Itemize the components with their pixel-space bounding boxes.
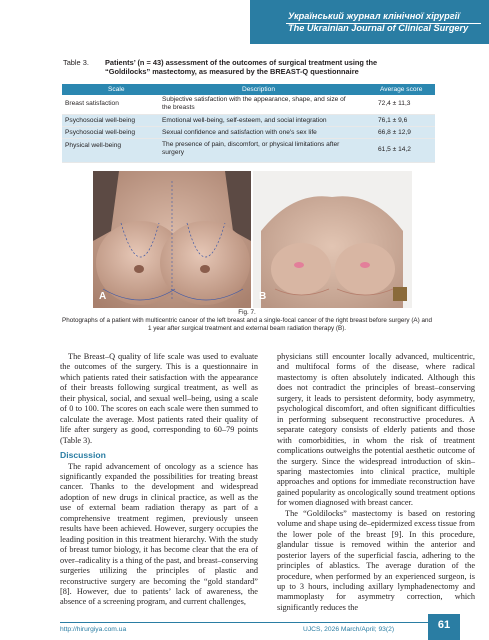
right-text-column — [277, 352, 475, 613]
cell-description: Subjective satisfaction with the appearance, shape, and size of the breasts — [162, 96, 346, 111]
cell-description: Emotional well-being, self-esteem, and social integration — [162, 117, 327, 124]
journal-title-en: The Ukrainian Journal of Clinical Surgery — [288, 23, 469, 33]
outcomes-table — [62, 84, 435, 163]
cell-description: Sexual confidence and satisfaction with one's sex life — [162, 129, 317, 136]
page-number: 61 — [437, 619, 451, 631]
footer-citation: UJCS, 2026 March/April; 93(2) — [303, 626, 395, 633]
figure-caption — [62, 309, 432, 334]
paragraph: The “Goldilocks” mastectomy is based on restoring volume and shape using de–epidermized excess tissue from the lower pole of the breast [9]. In this procedure, glandular tissue is removed within the anterior and posterior layers of the superficial fascia, adhering to the principles of ablastics. The average duration of the procedure, when performed by an experienced surgeon, is up to 3 hours, including axillary lymphadenectomy and mammoplasty for asymmetry correction, which significantly reduces the — [277, 508, 475, 612]
paragraph: The rapid advancement of oncology as a science has significantly expanded the possibilities for treating breast cancer. Thanks to the development and widespread adoption of new drugs in clinical practice, as well as the use of external beam radiation therapy as part of a comprehensive treatment regimen, previously unseen results have been achieved. However, surgery occupies the leading position in this treatment hierarchy. With the study of breast tumor biology, it has become clear that the era of over–radicality is a thing of the past, and breast–conserving surgeries utilizing the principles of plastic and reconstructive surgery are becoming the “gold standard” [8]. However, due to patients’ lack of awareness, the absence of a screening program, and current challenges, — [60, 461, 258, 607]
paragraph: physicians still encounter locally advanced, multicentric, and multifocal forms of the disease, where radical mastectomy is often absolutely indicated. Although this does not contradict the principles of breast–conserving surgery, it leads to persistent deformity, body asymmetry, psychological discomfort, and often significant difficulties in performing subsequent reconstructive procedures. A separate category consists of elderly patients and those with comorbidities, in whom the risk of treatment complications outweighs the potential aesthetic outcome of the surgery. Since the widespread introduction of skin–sparing mastectomies into clinical practice, multiple approaches and options for immediate reconstruction have gained popularity as oncologically sound treatment options for women diagnosed with breast cancer. — [277, 352, 475, 508]
cell-scale: Physical well-being — [65, 142, 122, 149]
postoperative-photo — [253, 171, 412, 308]
cell-scale: Psychosocial well-being — [65, 129, 136, 136]
left-text-column — [60, 352, 258, 608]
panel-label-b: B — [259, 291, 267, 302]
table-row — [62, 127, 435, 139]
preoperative-photo — [93, 171, 251, 308]
figure-label: Fig. 7. — [238, 309, 256, 316]
cell-score: 66,8 ± 12,9 — [378, 129, 411, 136]
photo-panel-b — [253, 171, 412, 308]
section-heading-discussion: Discussion — [60, 450, 106, 461]
table-label: Table 3. — [63, 58, 89, 67]
table-header-row — [62, 84, 435, 95]
cell-description: The presence of pain, discomfort, or physical limitations after surgery — [162, 141, 340, 156]
paragraph: The Breast–Q quality of life scale was used to evaluate the outcomes of the surgery. This is a questionnaire in which patients rated their satisfaction with the appearance of their breasts following surgical treatment, as well as their physical, social, and sexual well–being, using a scale of 0 to 100. The scores on each scale were then summed to calculate the average. Most patients rated their quality of life after surgery as good, corresponding to 60–79 points (Table 3). — [60, 352, 258, 445]
table-row — [62, 95, 435, 115]
cell-score: 76,1 ± 9,6 — [378, 117, 408, 124]
page-number-box — [428, 614, 460, 640]
header-score: Average score — [380, 86, 423, 93]
table-row — [62, 139, 435, 163]
footer-rule — [60, 622, 428, 623]
figure-photographs — [93, 171, 412, 308]
header-description: Description — [242, 86, 275, 93]
panel-label-a: A — [99, 291, 107, 302]
footer-url[interactable]: http://hirurgiya.com.ua — [60, 626, 127, 633]
cell-scale: Psychosocial well-being — [65, 117, 136, 124]
cell-scale: Breast satisfaction — [65, 100, 119, 107]
table-row — [62, 115, 435, 127]
cell-score: 72,4 ± 11,3 — [378, 100, 411, 107]
header-scale: Scale — [108, 86, 125, 93]
journal-title-ua: Український журнал клінічної хірургії — [288, 11, 460, 21]
cell-score: 61,5 ± 14,2 — [378, 146, 411, 153]
photo-panel-a — [93, 171, 251, 308]
journal-header — [250, 0, 489, 44]
table-title: Patients’ (n = 43) assessment of the outcomes of surgical treatment using the “Goldilocks” mastectomy, as measured by the BREAST-Q questionnaire — [105, 58, 378, 77]
figure-caption-text: Photographs of a patient with multicentric cancer of the left breast and a single-focal cancer of the right breast before surgery (A) and 1 year after surgical treatment and external beam radiation therapy (B). — [62, 317, 432, 333]
